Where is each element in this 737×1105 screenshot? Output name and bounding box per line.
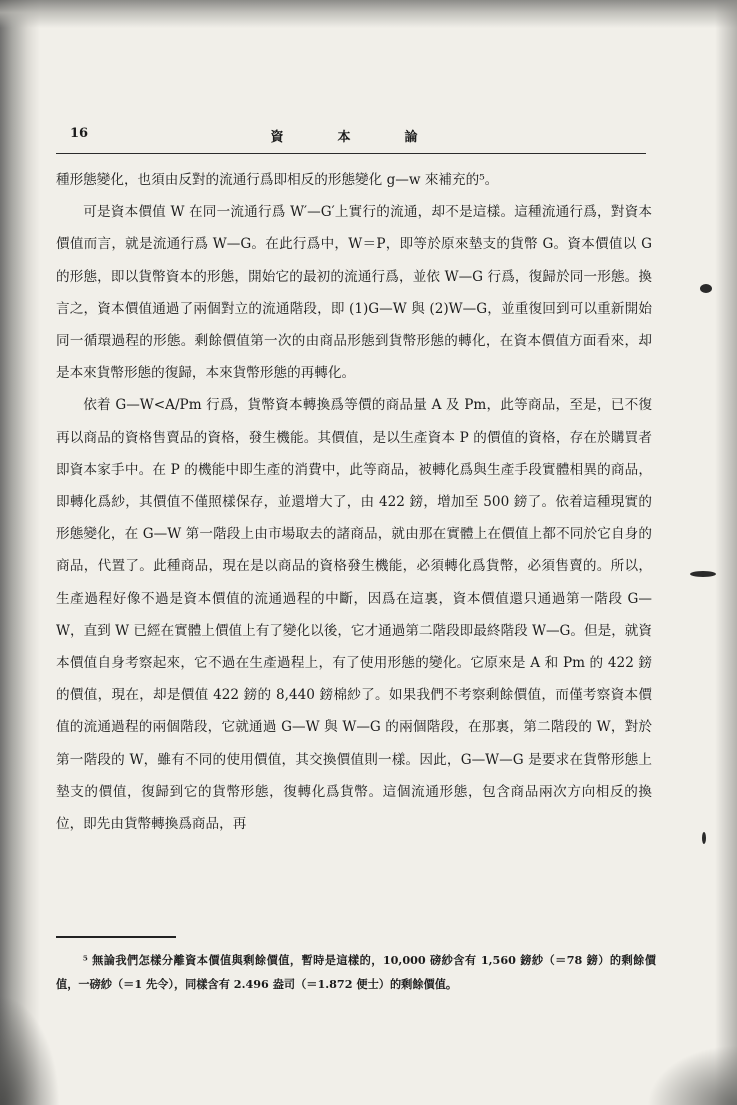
scan-shadow-right: [715, 0, 737, 1105]
running-title: 資本論: [270, 130, 472, 145]
ink-speck: [690, 571, 716, 577]
paragraph: 種形態變化，也須由反對的流通行爲即相反的形態變化 g—w 來補充的⁵。: [56, 172, 499, 188]
ink-speck: [702, 832, 706, 844]
header-rule: [56, 153, 646, 154]
scan-shadow-corner: [647, 1045, 737, 1105]
ink-speck: [700, 284, 712, 293]
footnote-marker: ⁵: [82, 953, 88, 967]
paragraph: 可是資本價值 W 在同一流通行爲 W′—G′上實行的流通，却不是這樣。這種流通行爲，對資本價值而言，就是流通行爲 W—G。在此行爲中，W＝P，即等於原來墊支的貨幣 G。資本價值以 G 的形態，即以貨幣資本的形態，開始它的最初的流通行爲，並依 W—G 行爲，復歸於同一形態。換言之，資本價值通過了兩個對立的流通階段，即 (1)G—W 與 (2)W—G，並重復回到可以重新開始同一循環過程的形態。剩餘價值第一次的由商品形態到貨幣形態的轉化，在資本價值方面看來，却是本來貨幣形態的復歸，本來貨幣形態的再轉化。: [56, 204, 652, 382]
footnote-text: 無論我們怎樣分離資本價值與剩餘價值，暫時是這樣的，10,000 磅紗含有 1,560 鎊紗（＝78 鎊）的剩餘價值，一磅紗（＝1 先令），同樣含有 2.496 盎司（＝1.872 便士）的剩餘價值。: [56, 953, 656, 991]
scan-shadow-top: [0, 0, 737, 28]
scan-shadow-corner: [0, 995, 60, 1105]
body-text: [56, 164, 652, 840]
footnote: [56, 948, 656, 996]
scan-shadow-left: [0, 0, 40, 1105]
paragraph: 依着 G—W<A/Pm 行爲，貨幣資本轉換爲等價的商品量 A 及 Pm，此等商品，至是，已不復再以商品的資格售賣品的資格，發生機能。其價值，是以生產資本 P 的價值的資格，存在於購買者即資本家手中。在 P 的機能中即生產的消費中，此等商品，被轉化爲與生產手段實體相異的商品，即轉化爲紗，其價值不僅照樣保存，並還增大了，由 422 鎊，增加至 500 鎊了。依着這種現實的形態變化，在 G—W 第一階段上由市場取去的諸商品，就由那在實體上在價值上都不同於它自身的商品，代置了。此種商品，現在是以商品的資格發生機能，必須轉化爲貨幣，必須售賣的。所以，生產過程好像不過是資本價值的流通過程的中斷，因爲在這裏，資本價值還只通過第一階段 G—W，直到 W 已經在實體上價值上有了變化以後，它才通過第二階段即最終階段 W—G。但是，就資本價值自身考察起來，它不過在生產過程上，有了使用形態的變化。它原來是 A 和 Pm 的 422 鎊的價值，現在，却是價值 422 鎊的 8,440 鎊棉紗了。如果我們不考察剩餘價值，而僅考察資本價值的流通過程的兩個階段，它就通過 G—W 與 W—G 的兩個階段，在那裏，第二階段的 W，對於第一階段的 W，雖有不同的使用價值，其交換價值則一樣。因此，G—W—G 是要求在貨幣形態上墊支的價值，復歸到它的貨幣形態，復轉化爲貨幣。這個流通形態，包含商品兩次方向相反的換位，即先由貨幣轉換爲商品，再: [56, 397, 652, 833]
page-header: [56, 126, 646, 148]
page-number: 16: [70, 126, 89, 141]
footnote-rule: [56, 936, 176, 938]
